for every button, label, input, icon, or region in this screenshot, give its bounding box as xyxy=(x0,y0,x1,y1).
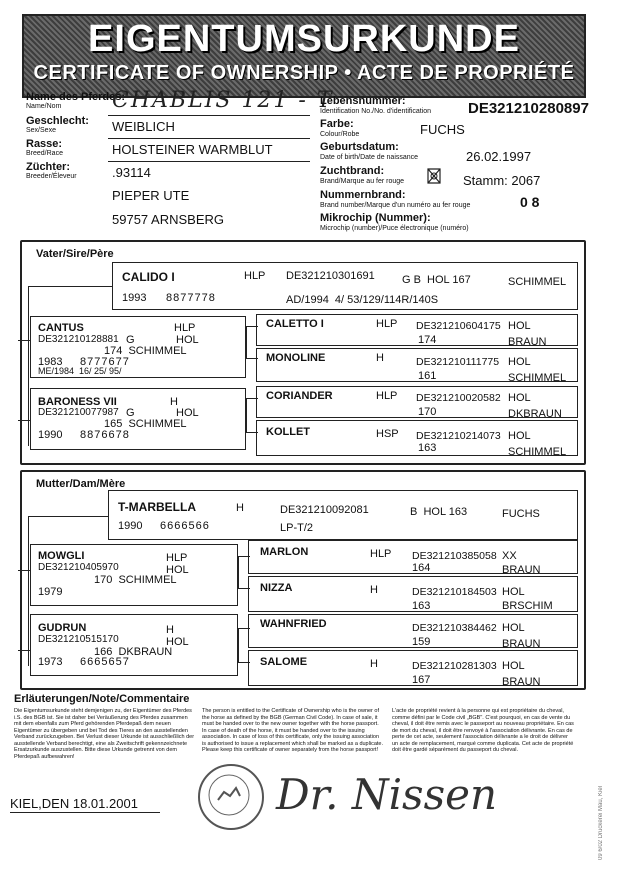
sire-gp2-g: G xyxy=(126,407,135,419)
sire-section-label: Vater/Sire/Père xyxy=(36,248,114,260)
breed-label: Rasse: xyxy=(26,138,63,150)
life-number-sublabel: Identification No./No. d'identification xyxy=(320,108,432,115)
dam-gp2-id: DE321210515170 xyxy=(38,634,119,645)
sire-ggp4-id: DE321210214073 xyxy=(416,430,501,442)
sire-ggp2-color: SCHIMMEL xyxy=(508,372,567,384)
dam-ggp2-breed: HOL xyxy=(502,586,525,598)
brand-label: Zuchtbrand: xyxy=(320,165,385,177)
dam-ggp3-id: DE321210384462 xyxy=(412,622,497,634)
number-brand-sublabel: Brand number/Marque d'un numéro au fer rouge xyxy=(320,202,471,209)
dam-ggp4-id: DE321210281303 xyxy=(412,660,497,672)
dam-ggp1-name: MARLON xyxy=(260,546,309,558)
dam-gp1-name: MOWGLI xyxy=(38,550,85,562)
sire-gp2-reg: 8876678 xyxy=(80,429,130,441)
sire-gp1-size-color: 174 SCHIMMEL xyxy=(104,345,187,357)
sire-gp1-reg: 8777677 xyxy=(80,356,130,368)
sire-title: HLP xyxy=(244,270,266,282)
dam-gp1-id: DE321210405970 xyxy=(38,562,119,573)
dam-section-label: Mutter/Dam/Mère xyxy=(36,478,126,490)
sire-gp1-breed: HOL xyxy=(176,334,199,346)
sire-gp1-perf: ME/1984 16/ 25/ 95/ xyxy=(38,366,122,376)
dam-ggp3-name: WAHNFRIED xyxy=(260,618,327,630)
dam-name: T-MARBELLA xyxy=(118,500,196,514)
sire-gp2-size-color: 165 SCHIMMEL xyxy=(104,418,187,430)
brand-sublabel: Brand/Marque au fer rouge xyxy=(320,178,405,185)
dam-ggp3-size: 159 xyxy=(412,636,431,648)
number-brand-label: Nummernbrand: xyxy=(320,189,406,201)
dam-id: DE321210092081 xyxy=(280,504,369,516)
sire-ggp1-id: DE321210604175 xyxy=(416,320,501,332)
sire-ggp3-breed: HOL xyxy=(508,392,531,404)
life-number-label: Lebensnummer: xyxy=(320,95,406,107)
dam-gp2-name: GUDRUN xyxy=(38,622,87,634)
sex-value: WEIBLICH xyxy=(112,119,175,134)
sire-gp1-year: 1983 xyxy=(38,356,63,368)
sire-ggp4-color: SCHIMMEL xyxy=(508,446,567,458)
breed-sublabel: Breed/Race xyxy=(26,150,63,157)
horse-name-label: Name des Pferdes: xyxy=(26,91,126,103)
notes-english: The person is entitled to the Certificate of Ownership who is the owner of the horse as defined by the BGB (German Civil Code). In case of sale, it must be handed over to the new owner together with the horse passport. In case of death of the horse, it must be handed over to the issuing association. In case of loss of this certificate, only the issuing association is authorised to issue a replacement which shall be marked as a duplicate. Please keep this certificate of owner separately from the horse passport! xyxy=(202,708,383,753)
breeder-name: PIEPER UTE xyxy=(112,188,190,203)
page-title: EIGENTUMSURKUNDE xyxy=(88,18,520,60)
sire-ggp2-id: DE321210111775 xyxy=(416,356,500,368)
dam-ggp4-title: H xyxy=(370,658,378,670)
dam-gp2-size-color: 166 DKBRAUN xyxy=(94,646,173,658)
sire-year: 1993 xyxy=(122,292,147,304)
sire-gp2-name: BARONESS VII xyxy=(38,396,117,408)
dam-reg: 6666566 xyxy=(160,520,210,532)
dam-gp2-reg: 6665657 xyxy=(80,656,130,668)
sire-gp2-breed: HOL xyxy=(176,407,199,419)
sire-gp2-id: DE321210077987 xyxy=(38,407,119,418)
dam-year: 1990 xyxy=(118,520,143,532)
dam-ggp2-id: DE321210184503 xyxy=(412,586,497,598)
dam-ggp1-color: BRAUN xyxy=(502,564,541,576)
sire-ggp1-size: 174 xyxy=(418,334,437,346)
dam-ggp4-name: SALOME xyxy=(260,656,308,668)
sire-gp2-title: H xyxy=(170,396,178,408)
certificate-banner xyxy=(22,14,586,98)
sire-gp1-name: CANTUS xyxy=(38,322,84,334)
dam-ggp3-color: BRAUN xyxy=(502,638,541,650)
color-label: Farbe: xyxy=(320,118,354,130)
dob-label: Geburtsdatum: xyxy=(320,141,399,153)
sire-id: DE321210301691 xyxy=(286,270,375,282)
breeder-label: Züchter: xyxy=(26,161,70,173)
horse-name-sublabel: Name/Nom xyxy=(26,103,62,110)
dam-ggp4-color: BRAUN xyxy=(502,676,541,688)
sex-sublabel: Sex/Sexe xyxy=(26,127,56,134)
sire-ggp2-size: 161 xyxy=(418,370,437,382)
breeder-city: 59757 ARNSBERG xyxy=(112,212,225,227)
breeder-id: .93114 xyxy=(112,165,151,180)
dam-title: H xyxy=(236,502,244,514)
dam-code: B HOL 163 xyxy=(410,506,468,518)
sire-gp1-title: HLP xyxy=(174,322,196,334)
sire-gp1-id: DE321210128881 xyxy=(38,334,119,345)
microchip-sublabel: Microchip (number)/Puce électronique (numéro) xyxy=(320,225,469,232)
official-seal xyxy=(198,764,264,830)
sire-ggp3-id: DE321210020582 xyxy=(416,392,501,404)
dam-gp2-breed: HOL xyxy=(166,636,189,648)
place-date: KIEL,DEN 18.01.2001 xyxy=(10,796,138,811)
dam-gp1-size-color: 170 SCHIMMEL xyxy=(94,574,177,586)
color-sublabel: Colour/Robe xyxy=(320,131,360,138)
microchip-label: Mikrochip (Nummer): xyxy=(320,212,431,224)
brand-mark-icon xyxy=(426,167,442,185)
life-number-value: DE321210280897 xyxy=(468,100,589,117)
dam-ggp2-title: H xyxy=(370,584,378,596)
sire-ggp1-breed: HOL xyxy=(508,320,531,332)
sire-ggp4-size: 163 xyxy=(418,442,437,454)
brand-value: Stamm: 2067 xyxy=(463,173,541,188)
dob-sublabel: Date of birth/Date de naissance xyxy=(320,154,419,161)
dam-gp2-title: H xyxy=(166,624,174,636)
sire-ggp2-breed: HOL xyxy=(508,356,531,368)
dam-ggp1-title: HLP xyxy=(370,548,392,560)
color-value: FUCHS xyxy=(420,122,465,137)
dam-ggp2-name: NIZZA xyxy=(260,582,293,594)
sire-ggp2-name: MONOLINE xyxy=(266,352,326,364)
dam-gp1-breed: HOL xyxy=(166,564,189,576)
signature: Dr. Nissen xyxy=(276,770,498,819)
dam-ggp4-breed: HOL xyxy=(502,660,525,672)
sire-ggp2-title: H xyxy=(376,352,384,364)
dob-value: 26.02.1997 xyxy=(466,149,532,164)
dam-ggp1-id: DE321210385058 xyxy=(412,550,497,562)
sire-gp2-year: 1990 xyxy=(38,429,63,441)
printer-note: 09 6/02 Druckerei Mau, Kiel xyxy=(598,785,604,860)
sire-ggp4-breed: HOL xyxy=(508,430,531,442)
notes-german: Die Eigentumsurkunde steht demjenigen zu, der Eigentümer des Pferdes i.S. des BGB ist. Sie ist daher bei Veräußerung des Pferdes zusammen mit dem ebenfalls zum Pferd gehörenden Pferdepaß dem neuen Eigentümer zu übergeben und bei Tod des Tieres an den ausstellenden Verband zurückzugeben. Bei Verlust dieser Urkunde ist ausschließlich der ausstellende Verband berechtigt, eine als Zweitschrift gekennzeichnete Ersatzurkunde auszustellen. Bitte diese Urkunde getrennt von dem Pferdepaß aufbewahren! xyxy=(14,708,195,760)
notes-label: Erläuterungen/Note/Commentaire xyxy=(14,693,190,705)
breed-value: HOLSTEINER WARMBLUT xyxy=(112,142,273,157)
sire-ggp3-color: DKBRAUN xyxy=(508,408,562,420)
dam-color: FUCHS xyxy=(502,508,540,520)
sire-ggp4-name: KOLLET xyxy=(266,426,310,438)
breeder-sublabel: Breeder/Éleveur xyxy=(26,173,77,180)
dam-gp1-year: 1979 xyxy=(38,586,63,598)
sex-label: Geschlecht: xyxy=(26,115,89,127)
sire-ggp3-name: CORIANDER xyxy=(266,390,333,402)
dam-ggp2-color: BRSCHIM xyxy=(502,600,553,612)
dam-ggp3-breed: HOL xyxy=(502,622,525,634)
dam-gp1-title: HLP xyxy=(166,552,188,564)
sire-ggp1-name: CALETTO I xyxy=(266,318,324,330)
dam-gp2-year: 1973 xyxy=(38,656,63,668)
dam-performance: LP-T/2 xyxy=(280,522,314,534)
sire-ggp3-title: HLP xyxy=(376,390,398,402)
sire-ggp4-title: HSP xyxy=(376,428,399,440)
sire-ggp3-size: 170 xyxy=(418,406,437,418)
sire-color: SCHIMMEL xyxy=(508,276,567,288)
horse-name-value: CHABLIS 121 - T xyxy=(112,88,334,113)
sire-ggp1-color: BRAUN xyxy=(508,336,547,348)
dam-ggp1-breed: XX xyxy=(502,550,517,562)
dam-ggp1-size: 164 xyxy=(412,562,431,574)
number-brand-value: 0 8 xyxy=(520,194,540,210)
sire-performance: AD/1994 4/ 53/129/114R/140S xyxy=(286,294,439,306)
sire-code: G B HOL 167 xyxy=(402,274,471,286)
sire-ggp1-title: HLP xyxy=(376,318,398,330)
notes-french: L'acte de propriété revient à la personne qui est propriétaire du cheval, comme défini par le Code civil „BGB". C'est pourquoi, en cas de vente du cheval, il doit être remis avec le passeport au nouveau propriétaire. En cas de mort du cheval, il doit être renvoyé à l'association délivrante. En cas de perte de cet acte, seulement l'association délivrante a le droit de délivrer un acte de remplacement, marqué comme duplicata. Cet acte de propriété doit être gardé séparément du passeport du cheval. xyxy=(392,708,574,753)
dam-ggp4-size: 167 xyxy=(412,674,431,686)
sire-name: CALIDO I xyxy=(122,270,175,284)
dam-ggp2-size: 163 xyxy=(412,600,431,612)
sire-reg: 8877778 xyxy=(166,292,216,304)
page-subtitle: CERTIFICATE OF OWNERSHIP • ACTE DE PROPRIÉTÉ xyxy=(33,62,575,84)
sire-gp1-g: G xyxy=(126,334,135,346)
